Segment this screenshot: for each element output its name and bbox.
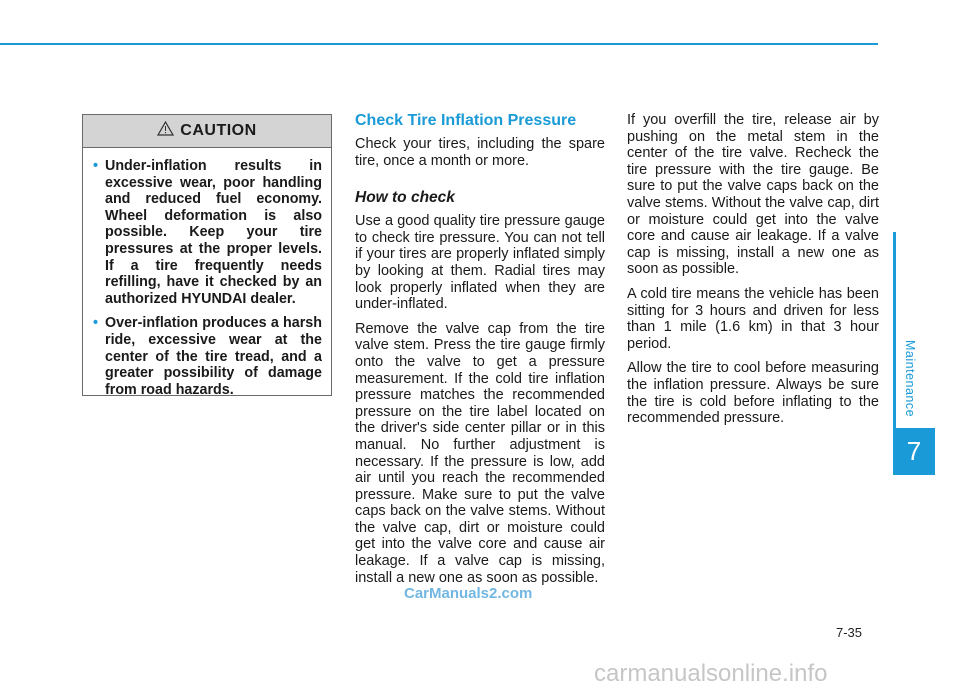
caution-box — [82, 114, 332, 396]
paragraph: A cold tire means the vehicle has been sitting for 3 hours and driven for less than 1 mile (1.6 km) in that 3 hour period. — [627, 285, 879, 352]
bullet-icon: • — [93, 315, 99, 332]
page-number: 7-35 — [836, 625, 863, 640]
warning-triangle-icon — [157, 121, 174, 141]
middle-column — [355, 112, 605, 594]
section-intro: Check your tires, including the spare tire, once a month or more. — [355, 136, 605, 169]
header-rule — [0, 43, 878, 45]
chapter-tab: 7 — [893, 428, 935, 475]
watermark-top: CarManuals2.com — [404, 585, 533, 602]
caution-title: CAUTION — [180, 122, 257, 139]
paragraph: Allow the tire to cool before measuring the inflation pressure. Always be sure the tire is cold before inflating to the recommended pressure. — [627, 360, 879, 427]
watermark-bottom: carmanualsonline.info — [594, 660, 828, 687]
paragraph: If you overfill the tire, release air by pushing on the metal stem in the center of the tire valve. Recheck the tire pressure with the tire gauge. Be sure to put the valve caps back on the valve stems. Without the valve cap, dirt or moisture could get into the valve core and cause air leakage. If a valve cap is missing, install a new one as soon as possible. — [627, 112, 879, 278]
bullet-icon: • — [93, 158, 99, 174]
chapter-label: Maintenance — [903, 340, 917, 418]
right-column — [627, 112, 879, 435]
paragraph: Remove the valve cap from the tire valve stem. Press the tire gauge firmly onto the valve to get a pressure measurement. If the cold tire inflation pressure matches the recommended pressure on the tire label located on the driver's side center pillar or in this manual. No further adjustment is necessary. If the pressure is low, add air until you reach the recommended pressure. Make sure to put the valve caps back on the valve stems. Without the valve cap, dirt or moisture could get into the valve core and cause air leakage. If a valve cap is missing, install a new one as soon as possible. — [355, 320, 605, 586]
subsection-title: How to check — [355, 189, 455, 207]
caution-header — [83, 115, 331, 148]
chapter-side-bar — [893, 232, 896, 428]
paragraph: Use a good quality tire pressure gauge to check tire pressure. You can not tell if your tires are properly inflated simply by looking at them. Radial tires may look properly inflated when they are under-inflated. — [355, 213, 605, 313]
caution-item: • Over-inflation produces a harsh ride, excessive wear at the center of the tire tread, and a greater possibility of damage from road hazards. — [93, 315, 322, 398]
section-title: Check Tire Inflation Pressure — [355, 112, 577, 129]
caution-list — [83, 148, 331, 398]
caution-item: • Under-inflation results in excessive wear, poor handling and reduced fuel economy. Wheel deformation is also possible. Keep your tire pressures at the proper levels. If a tire frequently needs refilling, have it checked by an authorized HYUNDAI dealer. — [93, 158, 322, 307]
